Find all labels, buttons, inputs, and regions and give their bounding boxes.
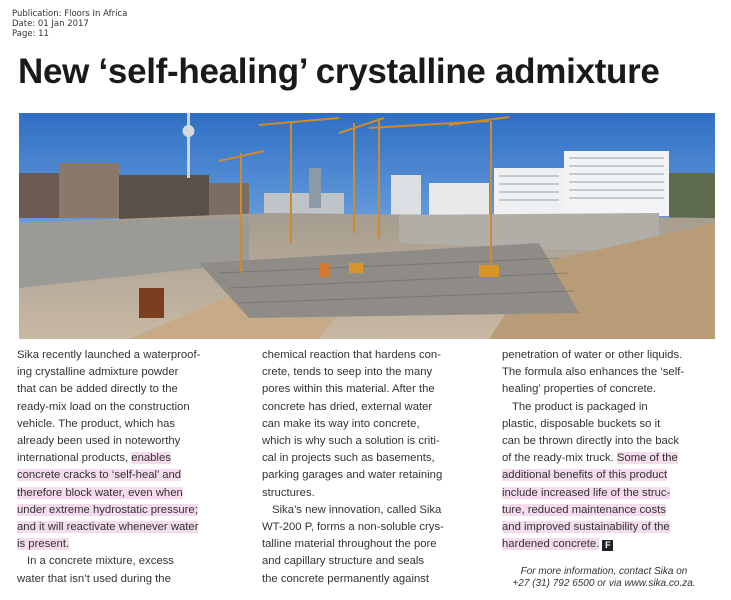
- end-mark-icon: F: [602, 540, 613, 551]
- text-line: vehicle. The product, which has: [17, 417, 176, 430]
- text-line: [17, 536, 200, 553]
- date-line: Date: 01 Jan 2017: [12, 19, 89, 29]
- highlighted-text: and improved sustainability of the: [502, 521, 670, 534]
- text-line: In a concrete mixture, excess: [27, 555, 174, 568]
- text-fragment: of the ready-mix truck.: [502, 452, 617, 465]
- text-line: cal in projects such as basements,: [262, 452, 435, 465]
- publication-meta: [12, 9, 127, 39]
- highlighted-text: Some of the: [616, 452, 678, 465]
- text-fragment: international products,: [17, 452, 132, 465]
- page-line: Page: 11: [12, 29, 49, 39]
- text-line: Sika’s new innovation, called Sika: [272, 503, 442, 516]
- text-line: talline material throughout the pore: [262, 538, 437, 551]
- text-line: [502, 502, 684, 519]
- highlighted-text: additional benefits of this product: [502, 469, 668, 482]
- text-line: [502, 536, 684, 553]
- text-line: [17, 467, 200, 484]
- headline: [18, 52, 660, 92]
- publication-line: Publication: Floors In Africa: [12, 9, 128, 19]
- text-line: The formula also enhances the ‘self-: [502, 366, 685, 379]
- text-line: can make its way into concrete,: [262, 417, 420, 430]
- text-line: ready-mix load on the construction: [17, 400, 190, 413]
- highlighted-text: under extreme hydrostatic pressure;: [17, 503, 198, 516]
- article-column-3: [502, 347, 684, 553]
- text-line: the concrete permanently against: [262, 572, 430, 585]
- text-line: [17, 519, 200, 536]
- text-line: WT-200 P, forms a non-soluble crys-: [262, 521, 444, 534]
- text-line: chemical reaction that hardens con-: [262, 349, 441, 361]
- highlighted-text: include increased life of the struc-: [502, 486, 671, 499]
- text-line: penetration of water or other liquids.: [502, 349, 683, 361]
- text-line: can be thrown directly into the back: [502, 435, 680, 448]
- text-line: [17, 450, 200, 467]
- highlighted-text: concrete cracks to ‘self-heal’ and: [17, 469, 182, 482]
- highlighted-text: and it will reactivate whenever water: [17, 521, 199, 534]
- contact-line-2: +27 (31) 792 6500 or via www.sika.co.za.: [512, 578, 696, 589]
- text-line: [502, 485, 684, 502]
- text-line: [502, 450, 684, 467]
- text-line: that can be added directly to the: [17, 383, 178, 396]
- contact-note: [498, 566, 710, 590]
- article-column-1: [17, 347, 200, 588]
- highlighted-text: is present.: [17, 538, 70, 551]
- text-line: [17, 502, 200, 519]
- text-line: Sika recently launched a waterproof-: [17, 349, 201, 361]
- construction-site-illustration: [19, 113, 715, 339]
- text-line: water that isn’t used during the: [17, 572, 171, 585]
- text-line: healing’ properties of concrete.: [502, 383, 657, 396]
- text-line: structures.: [262, 486, 315, 499]
- text-line: [502, 467, 684, 484]
- headline-bold: ‘self-healing’: [98, 52, 307, 91]
- highlighted-text: enables: [131, 452, 171, 465]
- text-line: already been used in noteworthy: [17, 435, 181, 448]
- article-column-2: [262, 347, 444, 588]
- text-line: The product is packaged in: [512, 400, 648, 413]
- text-line: [502, 519, 684, 536]
- contact-line-1: For more information, contact Sika on: [520, 566, 688, 577]
- text-line: [17, 485, 200, 502]
- highlighted-text: hardened concrete.: [502, 538, 600, 551]
- text-line: plastic, disposable buckets so it: [502, 417, 661, 430]
- highlighted-text: therefore block water, even when: [17, 486, 183, 499]
- headline-pre: New: [18, 52, 99, 91]
- text-line: and capillary structure and seals: [262, 555, 425, 568]
- highlighted-text: ture, reduced maintenance costs: [502, 503, 666, 516]
- text-line: pores within this material. After the: [262, 383, 435, 396]
- text-line: crete, tends to seep into the many: [262, 366, 433, 379]
- text-line: which is why such a solution is criti-: [262, 435, 440, 448]
- text-line: concrete has dried, external water: [262, 400, 433, 413]
- headline-post: crystalline admixture: [306, 52, 660, 91]
- text-line: ing crystalline admixture powder: [17, 366, 179, 379]
- construction-site-photo: [19, 113, 715, 339]
- text-line: parking garages and water retaining: [262, 469, 443, 482]
